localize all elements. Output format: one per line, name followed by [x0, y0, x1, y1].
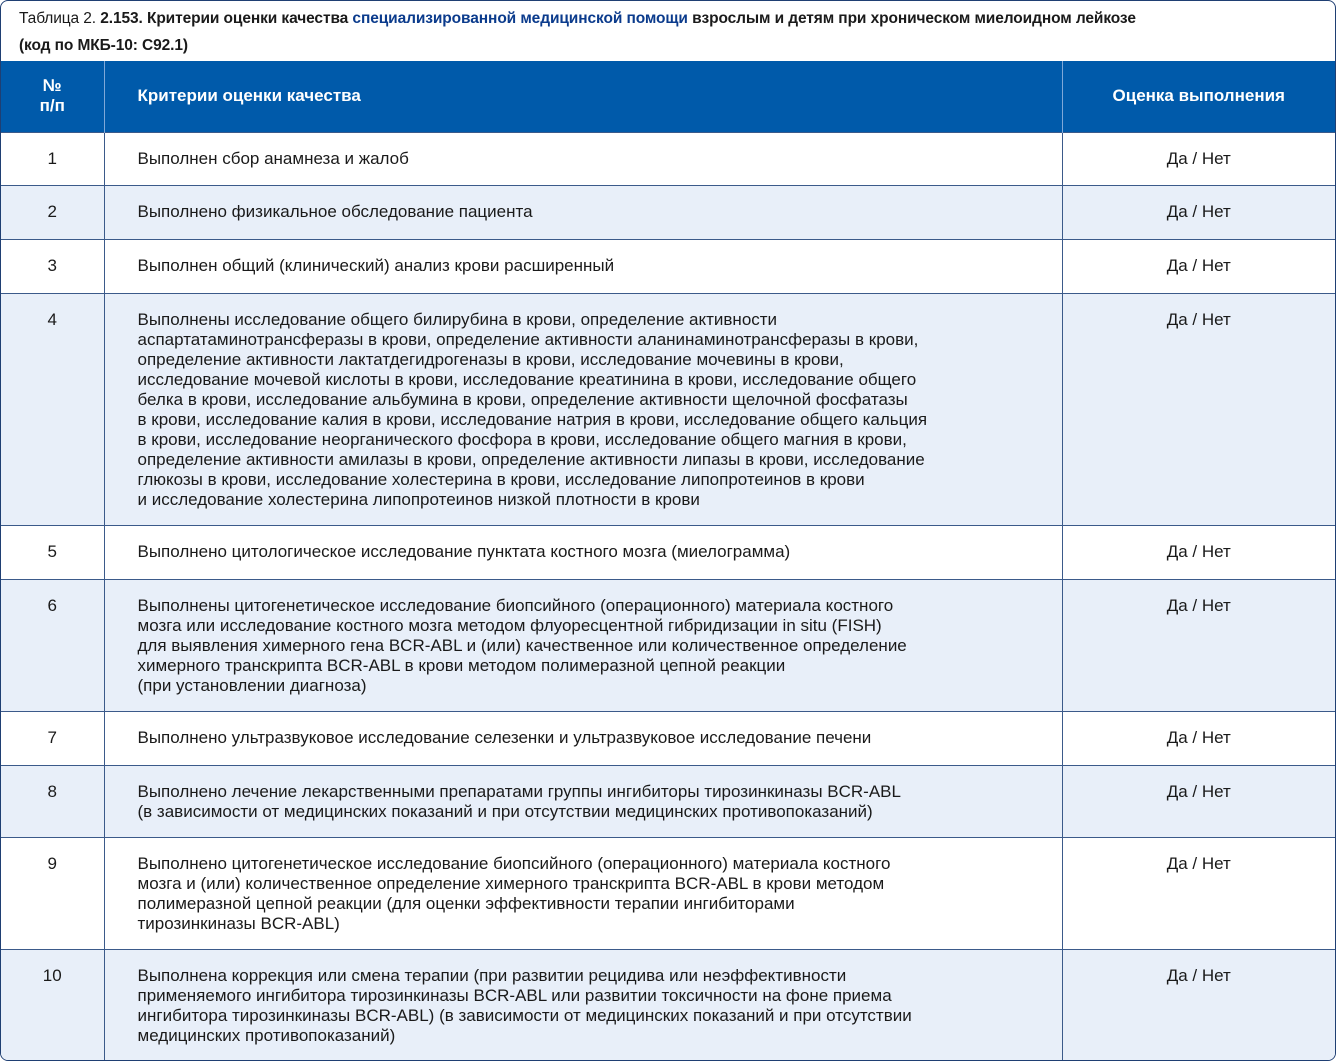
table-caption	[1, 1, 1335, 61]
row-criterion	[104, 711, 1062, 765]
row-number: 4	[1, 293, 104, 525]
row-evaluation: Да / Нет	[1062, 949, 1335, 1061]
header-number-label: п/п	[39, 96, 65, 116]
criterion-text-line: ингибитора тирозинкиназы BCR-ABL) (в зависимости от медицинских показаний и при отсутствии	[137, 1005, 912, 1025]
row-criterion	[104, 579, 1062, 711]
row-evaluation: Да / Нет	[1062, 525, 1335, 579]
table-row	[1, 579, 1335, 711]
table-row	[1, 293, 1335, 525]
row-number: 3	[1, 239, 104, 293]
criterion-text-line: Выполнены цитогенетическое исследование биопсийного (операционного) материала костного	[137, 595, 894, 615]
table-row	[1, 949, 1335, 1061]
criterion-text-line: глюкозы в крови, исследование холестерина в крови, исследование липопротеинов в крови	[137, 469, 865, 489]
row-criterion	[104, 525, 1062, 579]
row-evaluation: Да / Нет	[1062, 765, 1335, 837]
criterion-text-line: Выполнено цитологическое исследование пунктата костного мозга (миелограмма)	[137, 541, 791, 561]
criterion-text-line: Выполнено ультразвуковое исследование селезенки и ультразвуковое исследование печени	[137, 727, 872, 747]
criterion-text-line: исследование мочевой кислоты в крови, исследование креатинина в крови, исследование общего	[137, 369, 917, 389]
criterion-text-line: Выполнено лечение лекарственными препаратами группы ингибиторы тирозинкиназы BCR-ABL	[137, 781, 901, 801]
criterion-text-line: (при установлении диагноза)	[137, 675, 367, 695]
row-criterion	[104, 765, 1062, 837]
caption-number: 2.153.	[100, 10, 143, 27]
row-number: 1	[1, 132, 104, 185]
row-evaluation: Да / Нет	[1062, 837, 1335, 949]
row-evaluation: Да / Нет	[1062, 579, 1335, 711]
row-criterion	[104, 949, 1062, 1061]
criterion-text-line: Выполнена коррекция или смена терапии (при развитии рецидива или неэффективности	[137, 965, 847, 985]
row-number: 2	[1, 185, 104, 239]
criteria-table	[1, 61, 1335, 1061]
criterion-text-line: химерного транскрипта BCR-ABL в крови методом полимеразной цепной реакции	[137, 655, 786, 675]
row-evaluation: Да / Нет	[1062, 711, 1335, 765]
header-evaluation: Оценка выполнения	[1062, 61, 1335, 132]
table-row	[1, 132, 1335, 185]
table-body	[1, 132, 1335, 1061]
criterion-text-line: аспартатаминотрансферазы в крови, определение активности аланинаминотрансферазы в крови,	[137, 329, 919, 349]
caption-prefix: Таблица 2.	[19, 10, 97, 27]
criterion-text-line: тирозинкиназы BCR-ABL)	[137, 913, 340, 933]
row-criterion	[104, 185, 1062, 239]
row-number: 5	[1, 525, 104, 579]
caption-part2: взрослым и детям при хроническом миелоидном лейкозе	[692, 10, 1136, 27]
table-row	[1, 239, 1335, 293]
row-criterion	[104, 239, 1062, 293]
criterion-text-line: и исследование холестерина липопротеинов низкой плотности в крови	[137, 489, 700, 509]
caption-part1: Критерии оценки качества	[146, 10, 349, 27]
row-number: 6	[1, 579, 104, 711]
criterion-text-line: Выполнено физикальное обследование пациента	[137, 201, 533, 221]
criterion-text-line: Выполнено цитогенетическое исследование биопсийного (операционного) материала костного	[137, 853, 891, 873]
criterion-text-line: мозга или исследование костного мозга методом флуоресцентной гибридизации in situ (FISH)	[137, 615, 882, 635]
row-number: 7	[1, 711, 104, 765]
row-evaluation: Да / Нет	[1062, 239, 1335, 293]
row-criterion	[104, 837, 1062, 949]
row-evaluation: Да / Нет	[1062, 293, 1335, 525]
caption-code: (код по МКБ-10: C92.1)	[19, 37, 188, 54]
criterion-text-line: медицинских противопоказаний)	[137, 1025, 396, 1045]
row-number: 10	[1, 949, 104, 1061]
table-row	[1, 837, 1335, 949]
table-row	[1, 765, 1335, 837]
criterion-text-line: определение активности лактатдегидрогеназы в крови, исследование мочевины в крови,	[137, 349, 844, 369]
row-criterion	[104, 293, 1062, 525]
header-number	[1, 61, 104, 132]
criterion-text-line: в крови, исследование неорганического фосфора в крови, исследование общего магния в крови,	[137, 429, 907, 449]
table-header-row	[1, 61, 1335, 132]
criterion-text-line: в крови, исследование калия в крови, исследование натрия в крови, исследование общего кальция	[137, 409, 928, 429]
row-evaluation: Да / Нет	[1062, 132, 1335, 185]
criterion-text-line: применяемого ингибитора тирозинкиназы BCR-ABL или развитии токсичности на фоне приема	[137, 985, 892, 1005]
criterion-text-line: Выполнен общий (клинический) анализ крови расширенный	[137, 255, 615, 275]
criterion-text-line: полимеразной цепной реакции (для оценки эффективности терапии ингибиторами	[137, 893, 795, 913]
row-evaluation: Да / Нет	[1062, 185, 1335, 239]
row-number: 9	[1, 837, 104, 949]
header-number-symbol: №	[42, 76, 62, 96]
criterion-text-line: Выполнен сбор анамнеза и жалоб	[137, 148, 409, 168]
criterion-text-line: Выполнены исследование общего билирубина в крови, определение активности	[137, 309, 778, 329]
table-row	[1, 711, 1335, 765]
row-number: 8	[1, 765, 104, 837]
criterion-text-line: (в зависимости от медицинских показаний и при отсутствии медицинских противопоказаний)	[137, 801, 873, 821]
criterion-text-line: мозга и (или) количественное определение химерного транскрипта BCR-ABL в крови методом	[137, 873, 885, 893]
caption-highlight: специализированной медицинской помощи	[352, 10, 688, 27]
criterion-text-line: для выявления химерного гена BCR-ABL и (или) качественное или количественное определение	[137, 635, 907, 655]
criterion-text-line: определение активности амилазы в крови, определение активности липазы в крови, исследование	[137, 449, 925, 469]
criterion-text-line: белка в крови, исследование альбумина в крови, определение активности щелочной фосфатазы	[137, 389, 908, 409]
header-criteria: Критерии оценки качества	[104, 61, 1062, 132]
table-row	[1, 525, 1335, 579]
table-row	[1, 185, 1335, 239]
row-criterion	[104, 132, 1062, 185]
